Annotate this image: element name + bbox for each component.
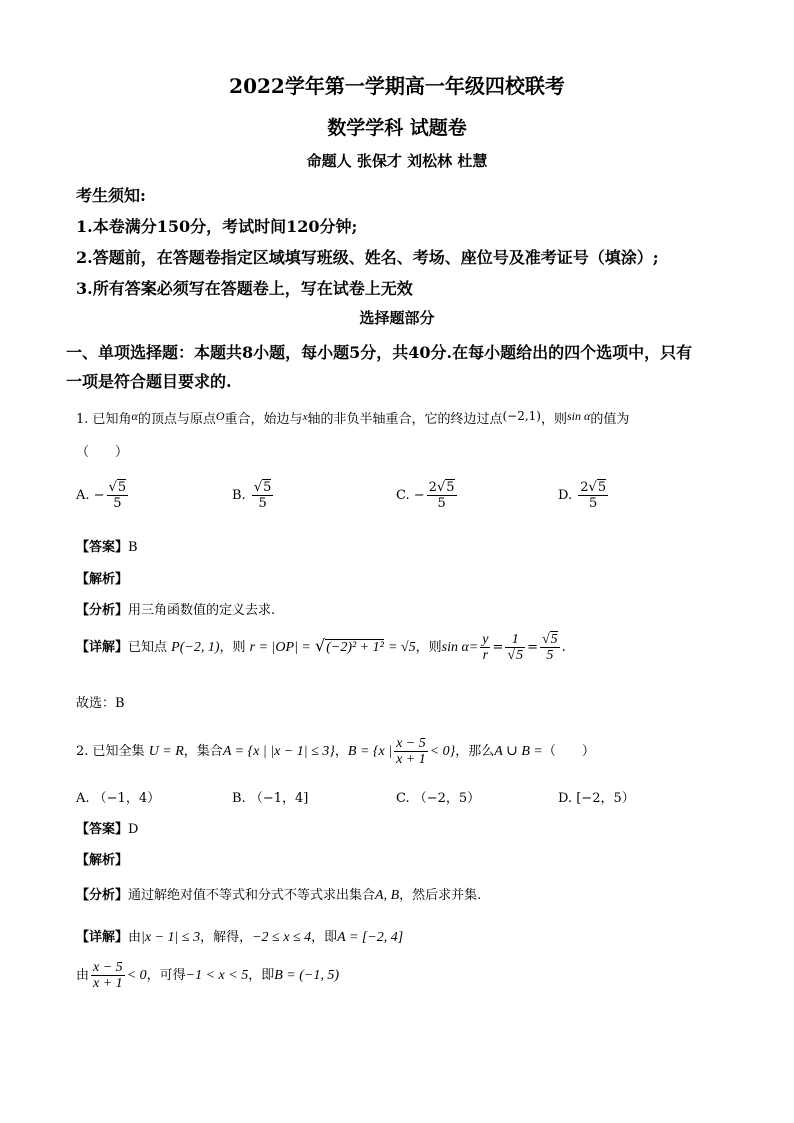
q2-detail-line-2	[76, 960, 339, 991]
notice-item: 3.所有答案必须写在答题卷上，写在试卷上无效	[76, 279, 413, 298]
q1-x: x	[302, 411, 308, 423]
q2-text: ，集合	[183, 744, 223, 759]
section-title: 选择题部分	[359, 309, 435, 327]
analysis-tag: 【解析】	[76, 853, 129, 868]
detail-text: ，解得，	[200, 930, 253, 945]
q1-option-b	[232, 480, 275, 511]
q2-option-a: A. （−1，4）	[76, 791, 161, 806]
exam-authors: 命题人 张保才 刘松林 杜慧	[306, 152, 488, 170]
q2-detail-line	[76, 926, 403, 946]
option-den: 5	[113, 496, 122, 511]
option-den: 5	[258, 496, 267, 511]
option-coef: 2	[580, 480, 589, 495]
option-fraction: $\frac{2√5}{5}$	[580, 480, 607, 511]
option-fraction: $\frac{√5}{5}$	[108, 480, 127, 511]
frac-num: x − 5	[396, 736, 426, 751]
q1-option-d	[558, 480, 610, 511]
q1-text: 轴的非负半轴重合，它的终边过点	[307, 412, 503, 427]
option-sign: −	[93, 488, 105, 503]
frac-num: x − 5	[93, 960, 123, 975]
q2-set-b-frac	[394, 736, 428, 767]
detail-text: ，即	[311, 930, 338, 945]
notice-heading: 考生须知:	[76, 186, 146, 205]
detail-set-a: A = [−2, 4]	[337, 930, 404, 945]
q1-text: 重合，始边与	[224, 412, 303, 427]
q1-option-c	[396, 480, 459, 511]
q1-paren: （ ）	[76, 445, 129, 460]
q1-alpha: α	[131, 409, 138, 423]
option-fraction: $\frac{2√5}{5}$	[428, 480, 455, 511]
fenxi-text: 用三角函数值的定义去求.	[128, 603, 276, 618]
detail-frac-yr	[480, 632, 490, 663]
detail-sin: sin α=	[441, 640, 479, 655]
detail-text: ，可得	[146, 968, 186, 983]
answer-tag: 【答案】	[76, 822, 129, 837]
detail-radicand: (−2)² + 1²	[326, 640, 384, 655]
detail-r: r = |OP| =	[249, 640, 311, 655]
option-label: D.	[558, 488, 573, 503]
detail-range: −2 ≤ x ≤ 4	[252, 930, 312, 945]
q2-paren: （ ）	[542, 744, 595, 759]
q1-fenxi-line	[76, 599, 275, 618]
detail-text: ，则	[219, 640, 246, 655]
section-instruction: 一项是符合题目要求的.	[66, 372, 232, 391]
q1-point: (−2,1)	[502, 409, 541, 423]
frac-den: x + 1	[396, 752, 426, 767]
answer-value: B	[128, 540, 138, 555]
detail-text: 由	[128, 930, 142, 945]
option-fraction: $\frac{√5}{5}$	[253, 480, 272, 511]
q1-text: 1. 已知角	[76, 412, 132, 427]
fenxi-text: ，然后求并集.	[399, 888, 482, 903]
frac-den: 5	[516, 648, 524, 663]
q2-option-b: B. （−1，4]	[232, 791, 309, 806]
q2-universe: U = R	[148, 744, 184, 759]
q2-stem	[76, 736, 595, 767]
q2-answer-line	[76, 818, 138, 837]
notice-item: 2.答题前，在答题卷指定区域填写班级、姓名、考场、座位号及准考证号（填涂）;	[76, 248, 659, 267]
fenxi-text: 通过解绝对值不等式和分式不等式求出集合	[128, 888, 376, 903]
q2-set-b-post: < 0}	[429, 744, 456, 759]
detail-point: P(−2, 1)	[171, 640, 220, 655]
option-radicand: 5	[446, 480, 455, 495]
q2-option-c: C. （−2，5）	[396, 791, 481, 806]
detail-set-b: B = (−1, 5)	[274, 968, 340, 983]
detail-tag: 【详解】	[76, 930, 129, 945]
q1-choose: 故选：B	[76, 696, 125, 711]
frac-num: 1	[505, 632, 525, 648]
q1-text: 的顶点与原点	[137, 412, 216, 427]
answer-tag: 【答案】	[76, 540, 129, 555]
detail-frac-1-root5: $\frac{1}{√5}$	[507, 632, 524, 663]
exam-subtitle: 数学学科 试题卷	[327, 117, 467, 139]
q2-text: ，那么	[455, 744, 495, 759]
option-radicand: 5	[263, 480, 272, 495]
q1-text: ，则	[540, 412, 567, 427]
q2-text: 2. 已知全集	[76, 744, 145, 759]
option-den: 5	[589, 496, 598, 511]
detail-range: −1 < x < 5	[185, 968, 249, 983]
option-sign: −	[413, 488, 425, 503]
q1-sin-alpha: sin α	[567, 409, 591, 423]
q2-set-a: A = {x | |x − 1| ≤ 3}	[222, 744, 335, 759]
frac-num: y	[482, 632, 489, 647]
frac-den: 5	[546, 648, 554, 663]
detail-lt: < 0	[126, 968, 147, 983]
option-label: B.	[232, 488, 246, 503]
option-den: 5	[437, 496, 446, 511]
detail-equals: = √5	[387, 640, 416, 655]
option-coef: 2	[428, 480, 437, 495]
fenxi-tag: 【分析】	[76, 888, 129, 903]
detail-text: ，即	[248, 968, 275, 983]
detail-end: .	[561, 640, 566, 655]
q1-stem	[76, 408, 629, 427]
frac-num: 5	[550, 632, 558, 647]
detail-abs: |x − 1| ≤ 3	[141, 930, 201, 945]
q1-answer-line	[76, 536, 138, 555]
detail-frac-root5-5: $\frac{√5}{5}$	[541, 632, 558, 663]
detail-text: ，则	[415, 640, 442, 655]
exam-title: 2022学年第一学期高一年级四校联考	[229, 74, 565, 98]
notice-item: 1.本卷满分150分，考试时间120分钟;	[76, 217, 358, 236]
q2-text: ，	[334, 744, 348, 759]
option-radicand: 5	[117, 480, 127, 495]
fenxi-sets: A, B	[375, 888, 400, 903]
q2-fenxi-line	[76, 884, 481, 904]
answer-value: D	[128, 822, 139, 837]
q2-option-d: D. [−2，5）	[558, 791, 635, 806]
q1-detail-line: 【详解】已知点 P(−2, 1)，则 r = |OP| = √(−2)² + 1² = √5，则sin α= $\frac{y}{r}$ = $\frac{1}{√5}$ = $\frac{√5}{5}$ .	[76, 632, 566, 663]
q1-text: 的值为	[590, 412, 630, 427]
q1-option-a	[76, 480, 130, 511]
detail-tag: 【详解】	[76, 640, 129, 655]
fenxi-tag: 【分析】	[76, 603, 129, 618]
q1-origin: O	[215, 409, 225, 423]
analysis-tag: 【解析】	[76, 572, 129, 587]
option-label: A.	[76, 488, 90, 503]
option-radicand: 5	[597, 480, 607, 495]
option-label: C.	[396, 488, 410, 503]
frac-den: x + 1	[93, 976, 123, 991]
section-instruction: 一、单项选择题：本题共8小题，每小题5分，共40分.在每小题给出的四个选项中，只有	[66, 343, 693, 362]
detail-text: 由	[76, 968, 90, 983]
frac-den: r	[482, 648, 489, 663]
detail-text: 已知点	[128, 640, 168, 655]
q2-union: A ∪ B =	[494, 744, 543, 759]
detail-frac	[91, 960, 125, 991]
q2-set-b-pre: B = {x |	[347, 744, 393, 759]
